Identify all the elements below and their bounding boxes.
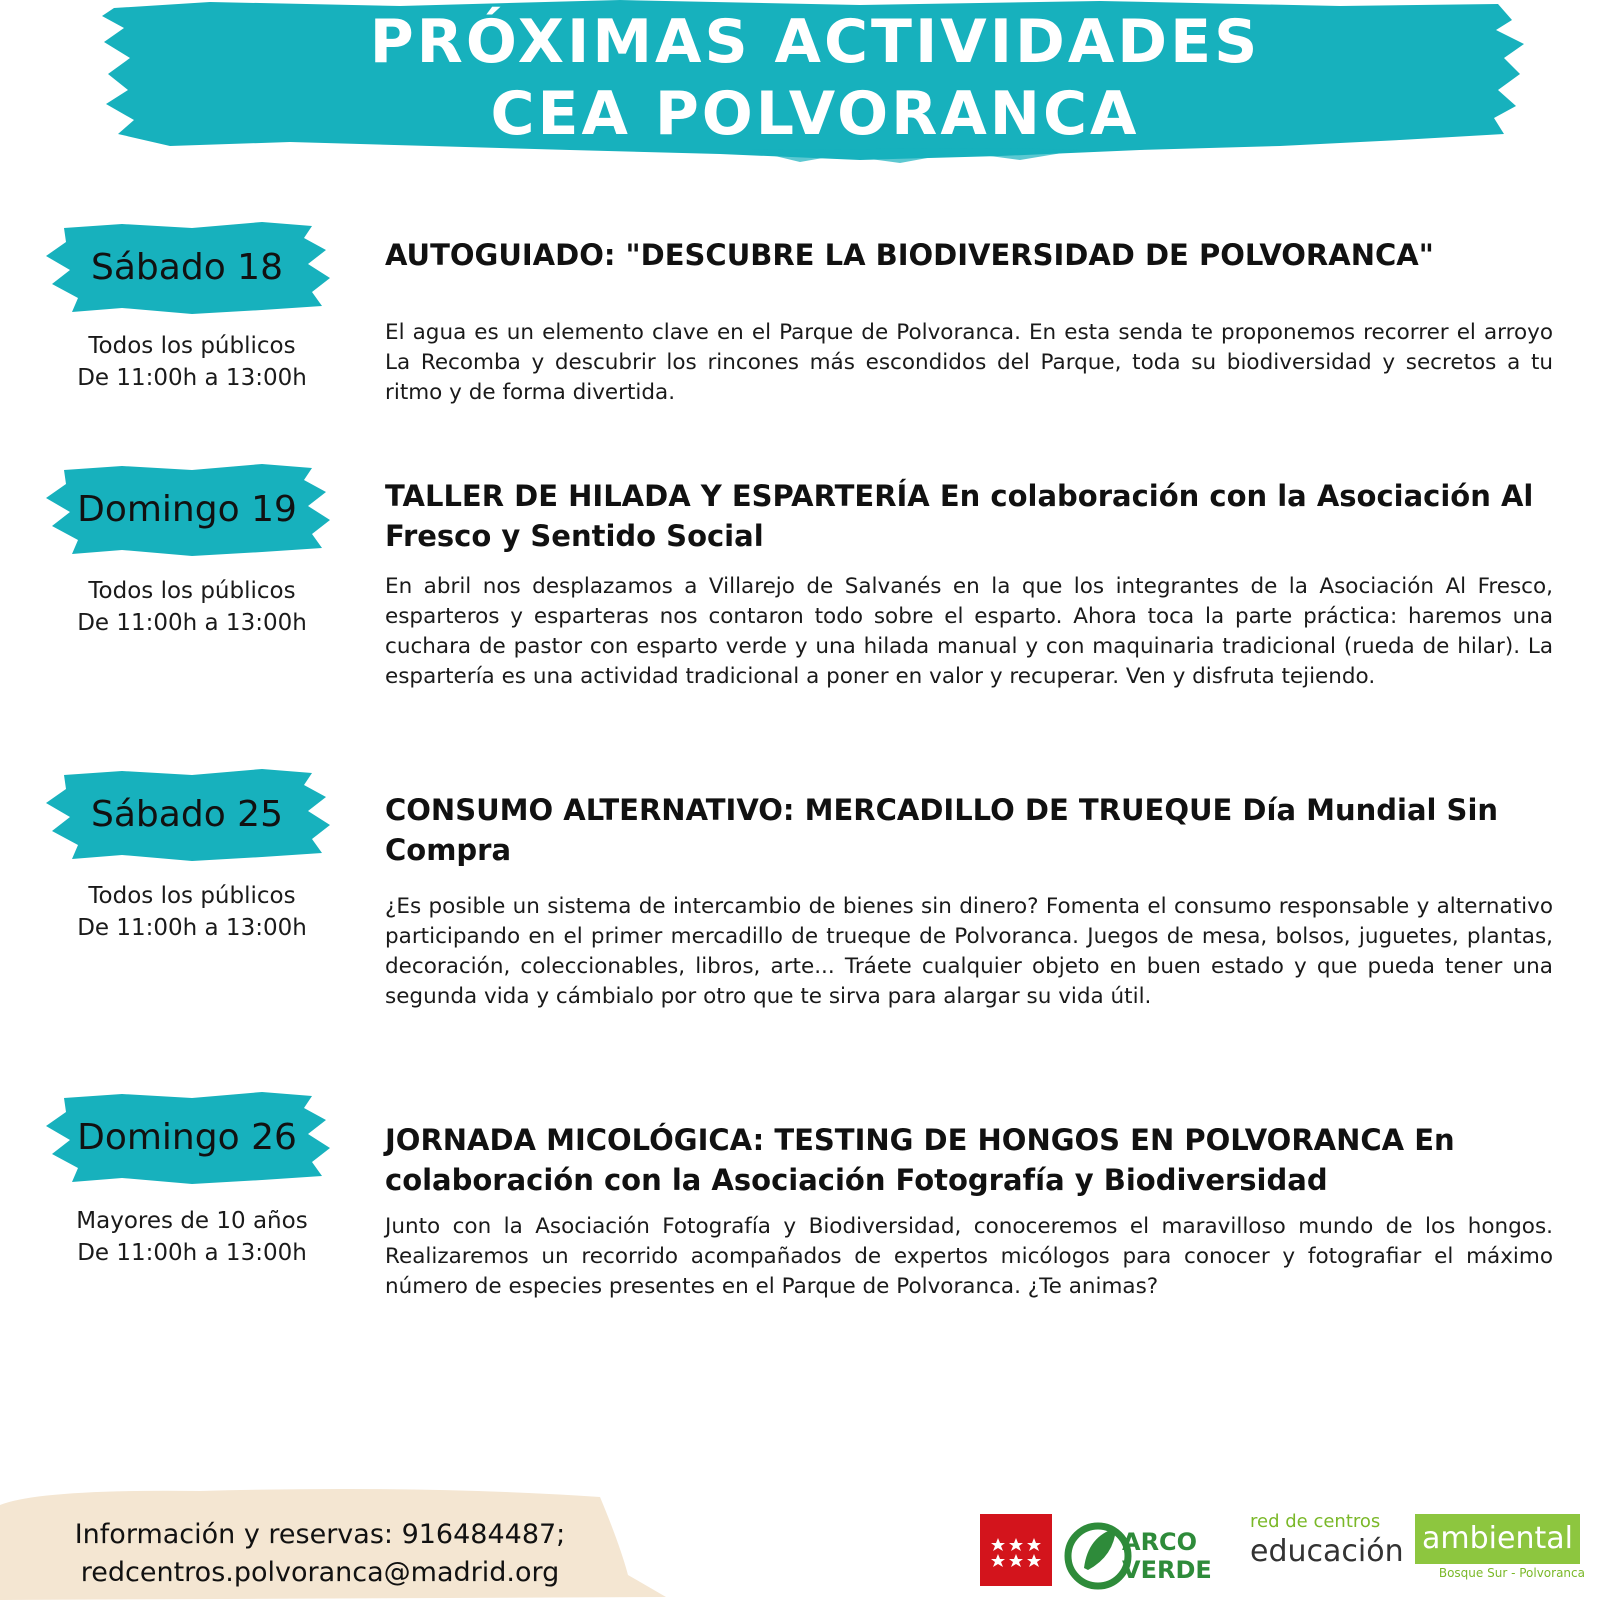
event-meta [42, 880, 342, 944]
event-audience: Todos los públicos [88, 578, 296, 604]
event-description: ¿Es posible un sistema de intercambio de bienes sin dinero? Fomenta el consumo responsable y alternativo participando en el primer mercadillo de trueque de Polvoranca. Juegos de mesa, bolsos, juguetes, plantas, decoración, coleccionables, libros, arte... Tráete cualquier objeto en buen estado y que pueda tener una segunda vida y cámbialo por otro que te sirva para alargar su vida útil. [385, 894, 1553, 1009]
comunidad-de-madrid-flag-icon [980, 1514, 1052, 1586]
event-audience: Todos los públicos [88, 883, 296, 909]
event-time: De 11:00h a 13:00h [77, 1240, 307, 1266]
event-audience: Todos los públicos [88, 333, 296, 359]
page-title-line-1: PRÓXIMAS ACTIVIDADES [369, 7, 1261, 77]
red-de-centros-logo-text: red de centros [1250, 1511, 1381, 1532]
event-time: De 11:00h a 13:00h [77, 915, 307, 941]
page-title [100, 6, 1530, 150]
page-title-line-2: CEA POLVORANCA [490, 79, 1140, 149]
event-title: AUTOGUIADO: "DESCUBRE LA BIODIVERSIDAD DE POLVORANCA" [385, 238, 1434, 272]
ambiental-logo-text: ambiental [1422, 1521, 1573, 1556]
footer-contact [20, 1516, 620, 1592]
event-title: JORNADA MICOLÓGICA: TESTING DE HONGOS EN POLVORANCA En colaboración con la Asociación Fotografía y Biodiversidad [385, 1123, 1455, 1197]
event-title: CONSUMO ALTERNATIVO: MERCADILLO DE TRUEQUE Día Mundial Sin Compra [385, 793, 1499, 867]
event-time: De 11:00h a 13:00h [77, 365, 307, 391]
event-time: De 11:00h a 13:00h [77, 610, 307, 636]
bosque-sur-logo-text: Bosque Sur - Polvoranca [1438, 1566, 1585, 1580]
event-day-label: Domingo 19 [77, 489, 297, 530]
event-meta [42, 330, 342, 394]
event-description: En abril nos desplazamos a Villarejo de Salvanés en la que los integrantes de la Asociación Al Fresco, esparteros y esparteras nos contaron todo sobre el esparto. Ahora toca la parte práctica: haremos una cuchara de pastor con esparto verde y una hilada manual y con maquinaria tradicional (rueda de hilar). La espartería es una actividad tradicional a poner en valor y recuperar. Ven y disfruta tejiendo. [385, 574, 1553, 689]
educacion-logo-text: educación [1250, 1534, 1404, 1569]
event-meta [42, 575, 342, 639]
event-day-label: Domingo 26 [77, 1117, 297, 1158]
event-day-label: Sábado 18 [91, 247, 283, 288]
event-title: TALLER DE HILADA Y ESPARTERÍA En colaboración con la Asociación Al Fresco y Sentido Social [385, 479, 1534, 553]
event-description: El agua es un elemento clave en el Parque de Polvoranca. En esta senda te proponemos recorrer el arroyo La Recomba y descubrir los rincones más escondidos del Parque, toda su biodiversidad y secretos a tu ritmo y de forma divertida. [385, 320, 1553, 405]
footer-phone: Información y reservas: 916484487; [74, 1519, 566, 1550]
footer-email: redcentros.polvoranca@madrid.org [80, 1557, 560, 1588]
event-description: Junto con la Asociación Fotografía y Biodiversidad, conoceremos el maravilloso mundo de los hongos. Realizaremos un recorrido acompañados de expertos micólogos para conocer y fotografiar el máximo número de especies presentes en el Parque de Polvoranca. ¿Te animas? [385, 1214, 1553, 1299]
arco-verde-line-1: ARCO [1122, 1528, 1198, 1556]
event-day-label: Sábado 25 [91, 794, 283, 835]
event-audience: Mayores de 10 años [76, 1208, 308, 1234]
event-meta [42, 1205, 342, 1269]
arco-verde-line-2: VERDE [1122, 1556, 1212, 1584]
